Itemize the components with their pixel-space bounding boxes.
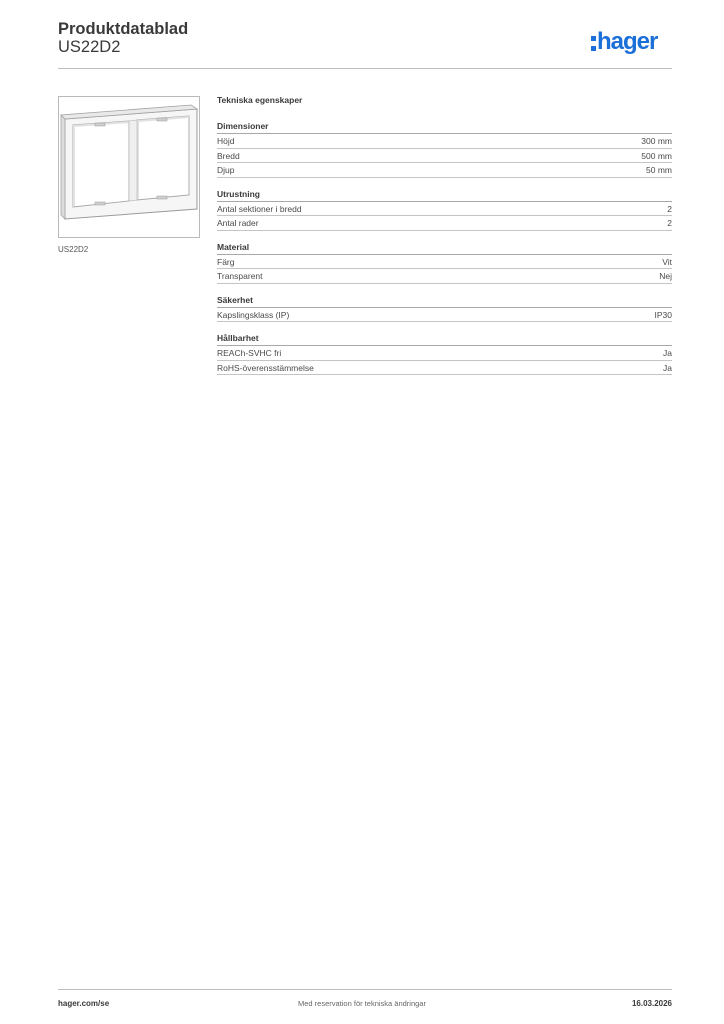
spec-label: REACh-SVHC fri (217, 348, 282, 358)
spec-row (217, 216, 672, 231)
footer-date: 16.03.2026 (631, 999, 672, 1008)
spec-value: Vit (662, 256, 672, 267)
spec-value: 50 mm (646, 165, 672, 175)
spec-label: Bredd (217, 150, 240, 161)
section-dimensions (217, 120, 672, 178)
product-image (58, 96, 200, 238)
section-equipment (217, 188, 672, 231)
product-frame-illustration (59, 97, 199, 237)
spec-value: 300 mm (641, 136, 672, 146)
spec-label: Transparent (217, 271, 263, 281)
spec-row (217, 346, 672, 361)
spec-value: 500 mm (641, 150, 672, 161)
spec-label: Färg (217, 256, 235, 267)
spec-row (217, 255, 672, 270)
spec-label: Höjd (217, 136, 235, 146)
spec-row (217, 308, 672, 323)
section-title: Material (217, 241, 672, 255)
spec-label: Antal sektioner i bredd (217, 203, 302, 214)
header-divider (58, 68, 672, 69)
spec-row (217, 149, 672, 164)
specs-heading: Tekniska egenskaper (217, 95, 303, 105)
product-code: US22D2 (58, 38, 121, 56)
spec-row (217, 163, 672, 178)
section-title: Dimensioner (217, 120, 672, 134)
technical-specs (217, 95, 672, 385)
hager-logo (591, 27, 657, 55)
spec-label: RoHS-överensstämmelse (217, 362, 314, 373)
spec-label: Djup (217, 165, 235, 175)
logo-text: hager (597, 28, 658, 55)
spec-value: 2 (667, 218, 672, 228)
spec-row (217, 202, 672, 217)
spec-row (217, 269, 672, 284)
spec-value: Nej (659, 271, 672, 281)
section-title: Utrustning (217, 188, 672, 202)
logo-colon-icon (591, 33, 596, 51)
spec-label: Kapslingsklass (IP) (217, 309, 290, 320)
spec-label: Antal rader (217, 218, 259, 228)
section-material (217, 241, 672, 284)
section-safety (217, 294, 672, 323)
footer-divider (58, 989, 672, 990)
section-title: Säkerhet (217, 294, 672, 308)
page-title: Produktdatablad (58, 20, 189, 38)
spec-value: Ja (663, 348, 672, 358)
section-title: Hållbarhet (217, 332, 672, 346)
spec-row (217, 134, 672, 149)
image-caption: US22D2 (58, 245, 89, 254)
spec-value: Ja (663, 362, 672, 373)
spec-value: 2 (667, 203, 672, 214)
footer-website-link[interactable]: hager.com/se (58, 999, 110, 1008)
spec-value: IP30 (654, 309, 672, 320)
footer-disclaimer: Med reservation för tekniska ändringar (298, 999, 426, 1008)
spec-row (217, 361, 672, 376)
section-sustainability (217, 332, 672, 375)
